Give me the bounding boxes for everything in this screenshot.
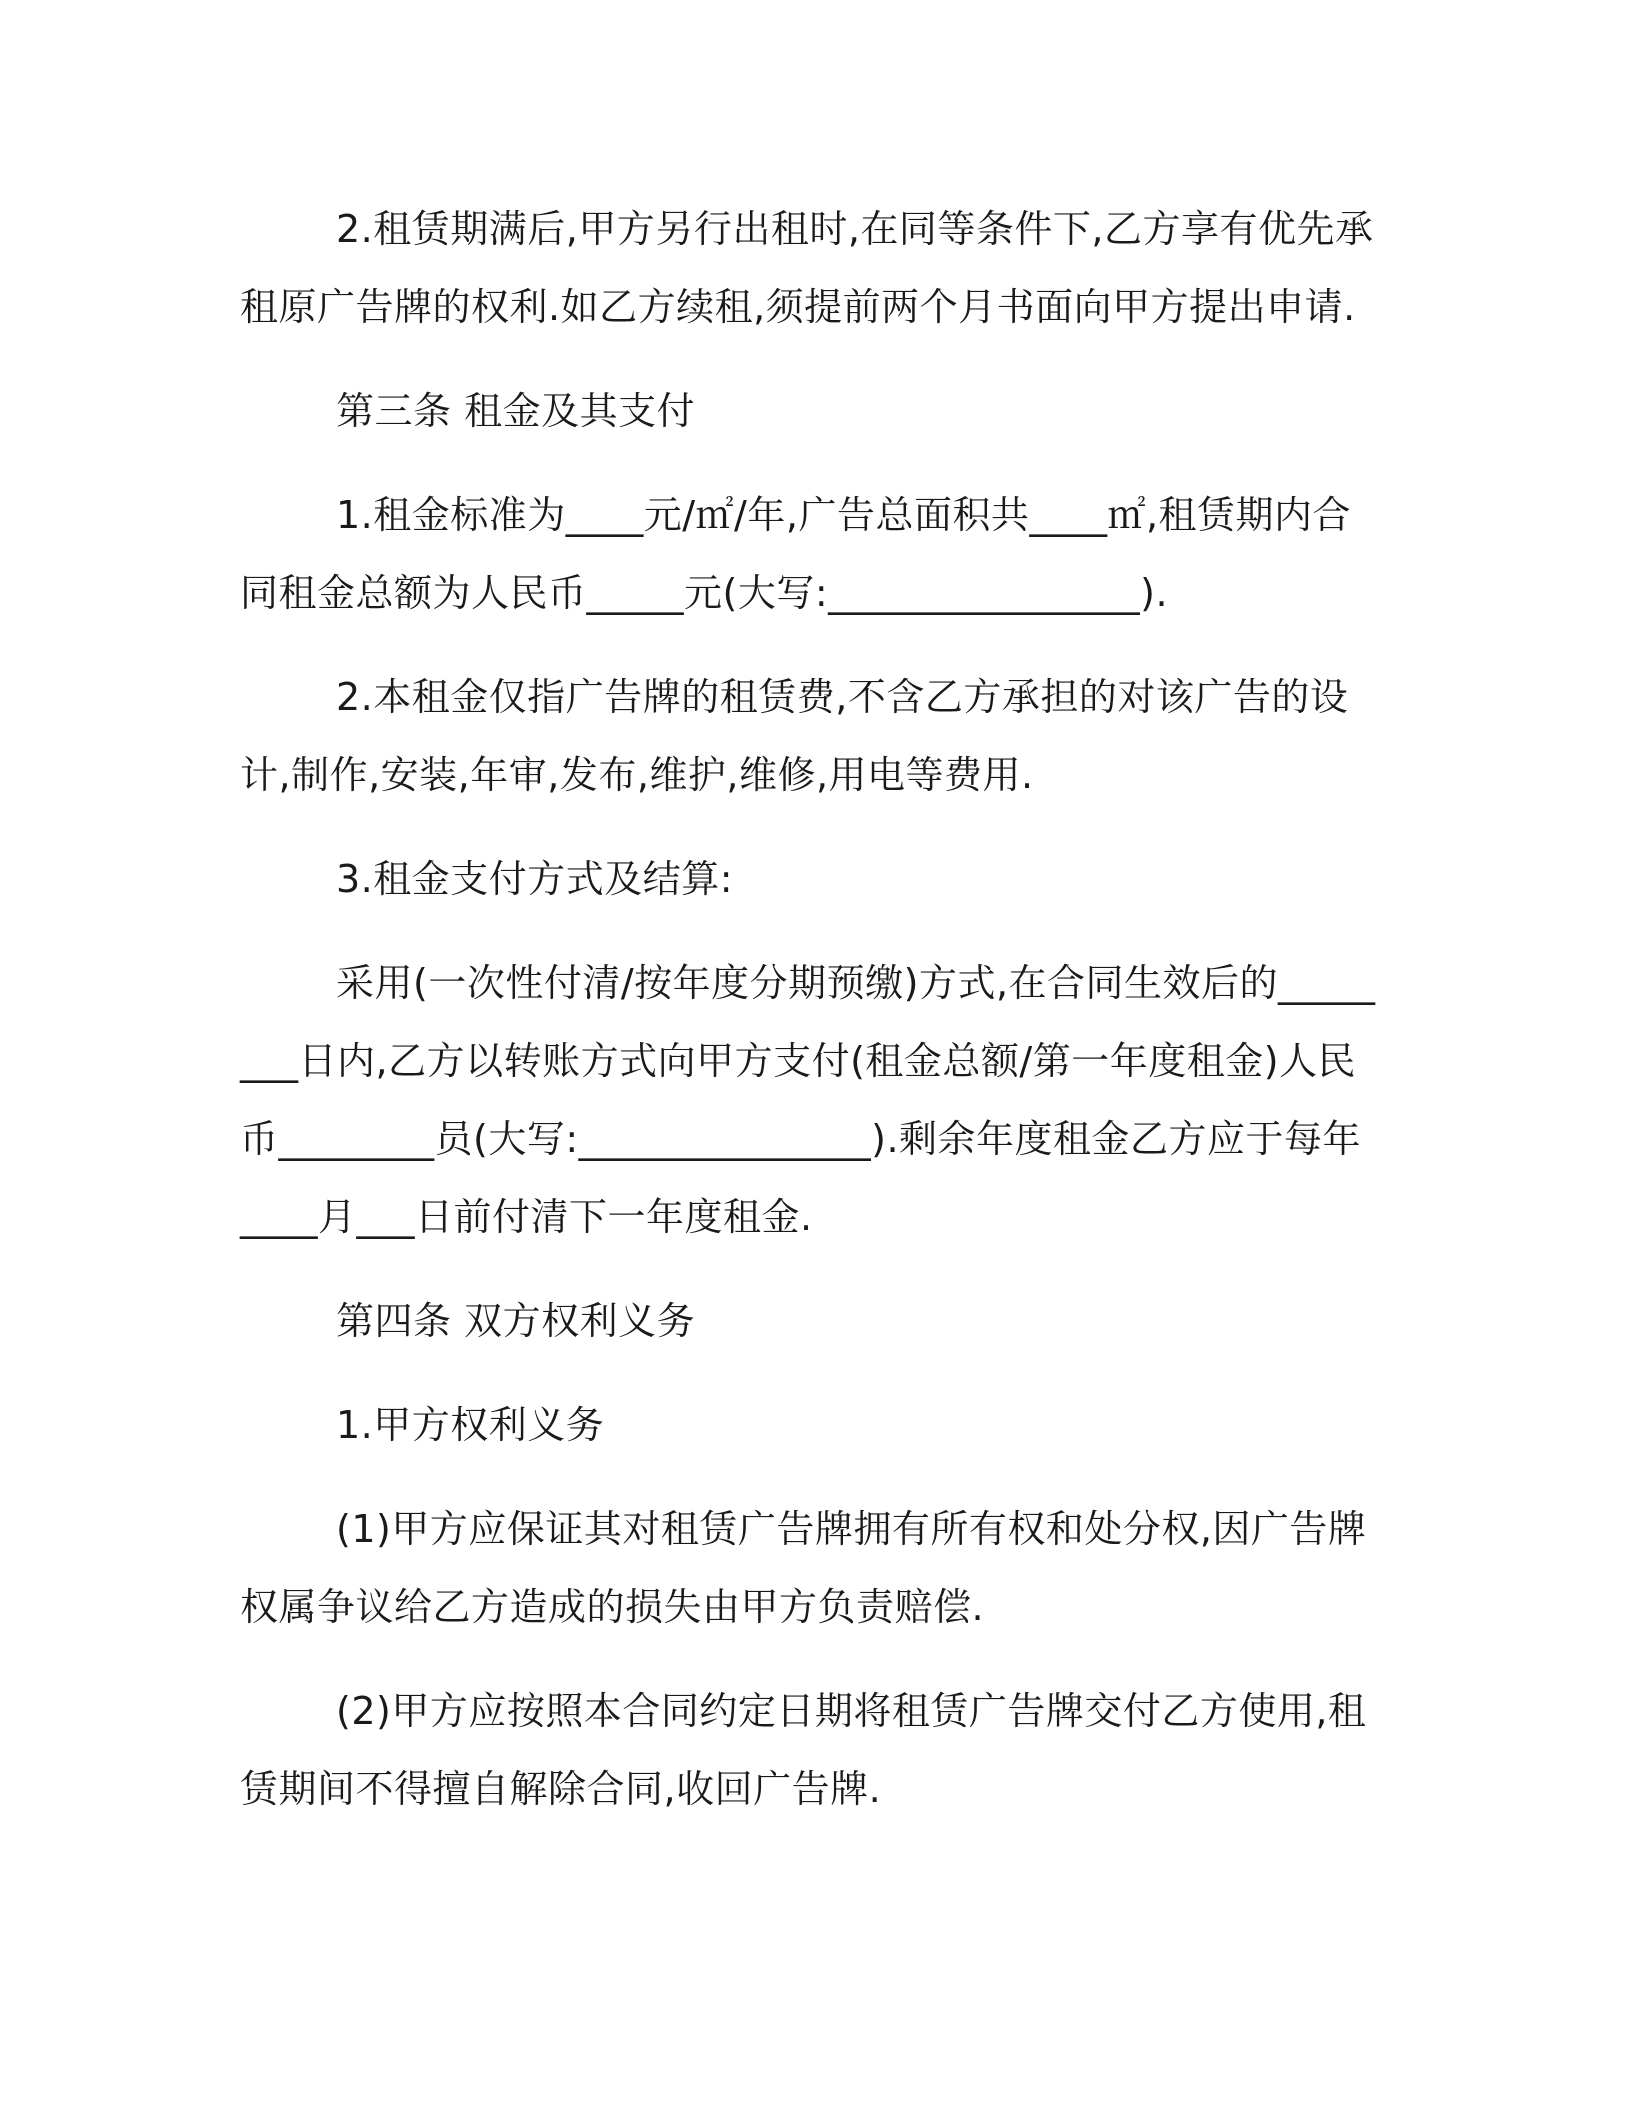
clause-paragraph: 1.租金标准为____元/㎡/年,广告总面积共____㎡,租赁期内合同租金总额为人民币_____元(大写:________________). (240, 493, 1352, 615)
clause-paragraph: (1)甲方应保证其对租赁广告牌拥有所有权和处分权,因广告牌权属争议给乙方造成的损失由甲方负责赔偿. (240, 1507, 1367, 1629)
article-heading: 第四条 双方权利义务 (336, 1299, 696, 1343)
clause-paragraph: 1.甲方权利义务 (336, 1403, 605, 1447)
clause-paragraph: 2.本租金仅指广告牌的租赁费,不含乙方承担的对该广告的设计,制作,安装,年审,发布,维护,维修,用电等费用. (240, 675, 1349, 797)
clause-paragraph: 3.租金支付方式及结算: (336, 857, 734, 901)
clause-paragraph: (2)甲方应按照本合同约定日期将租赁广告牌交付乙方使用,租赁期间不得擅自解除合同,收回广告牌. (240, 1689, 1367, 1811)
clause-paragraph: 采用(一次性付清/按年度分期预缴)方式,在合同生效后的________日内,乙方以转账方式向甲方支付(租金总额/第一年度租金)人民币________员(大写:_______________).剩余年度租金乙方应于每年____月___日前付清下一年度租金. (240, 961, 1376, 1239)
document-body (240, 190, 1380, 1854)
article-heading: 第三条 租金及其支付 (336, 389, 696, 433)
clause-paragraph: 2.租赁期满后,甲方另行出租时,在同等条件下,乙方享有优先承租原广告牌的权利.如乙方续租,须提前两个月书面向甲方提出申请. (240, 207, 1374, 329)
